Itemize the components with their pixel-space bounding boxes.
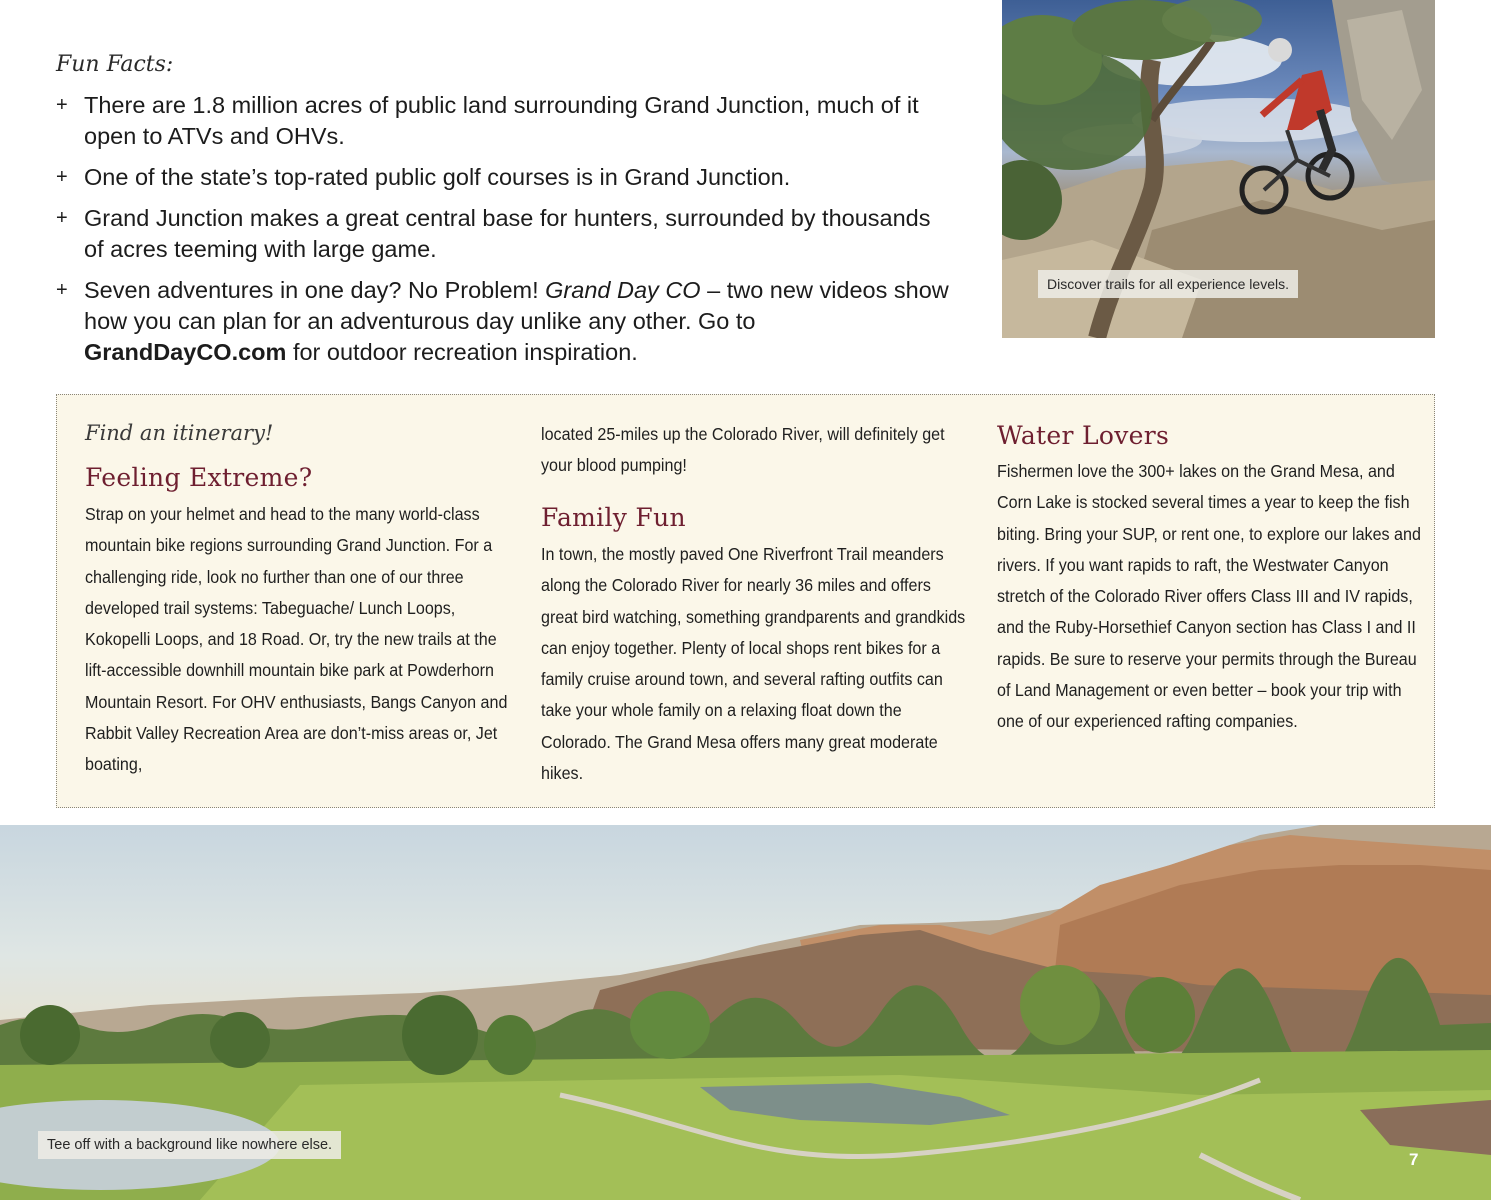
feeling-extreme-continued: located 25-miles up the Colorado River, will definitely get your blood pumping! [541, 424, 945, 476]
fun-fact-item [56, 162, 956, 193]
feeling-extreme-body: Strap on your helmet and head to the many world-class mountain bike regions surrounding Grand Junction. For a challenging ride, look no further than one of our three developed trail systems: Tabeguache/ Lunch Loops, Kokopelli Loops, and 18 Road. Or, try the new trails at the lift-accessible downhill mountain bike park at Powderhorn Mountain Resort. For OHV enthusiasts, Bangs Canyon and Rabbit Valley Recreation Area are don’t-miss areas or, Jet boating, [85, 504, 508, 775]
water-lovers-heading: Water Lovers [997, 421, 1170, 450]
plus-bullet-icon: + [56, 279, 68, 301]
plus-bullet-icon: + [56, 94, 68, 116]
grand-day-co-title: Grand Day CO [545, 277, 701, 303]
feeling-extreme-heading: Feeling Extreme? [85, 463, 313, 492]
itinerary-intro: Find an itinerary! [85, 421, 274, 445]
family-fun-heading: Family Fun [541, 503, 686, 532]
fun-fact-text-start: Seven adventures in one day? No Problem! [84, 277, 546, 303]
fun-facts-title: Fun Facts: [56, 52, 174, 77]
granddayco-link[interactable]: GrandDayCO.com [84, 339, 287, 365]
fun-fact-text: There are 1.8 million acres of public land surrounding Grand Junction, much of it open to ATVs and OHVs. [84, 92, 919, 149]
page-number: 7 [1409, 1150, 1419, 1169]
fun-facts-list [56, 90, 956, 378]
fun-fact-text: One of the state’s top-rated public golf courses is in Grand Junction. [84, 164, 791, 190]
photo-caption-trails: Discover trails for all experience levels. [1038, 270, 1298, 298]
itinerary-box [56, 394, 1435, 808]
fun-fact-item [56, 203, 956, 265]
plus-bullet-icon: + [56, 207, 68, 229]
plus-bullet-icon: + [56, 166, 68, 188]
fun-fact-item [56, 90, 956, 152]
water-lovers-body: Fishermen love the 300+ lakes on the Grand Mesa, and Corn Lake is stocked several times a year to keep the fish biting. Bring your SUP, or rent one, to explore our lakes and rivers. If you want rapids to raft, the Westwater Canyon stretch of the Colorado River offers Class III and IV rapids, and the Ruby-Horsethief Canyon section has Class I and II rapids. Be sure to reserve your permits through the Bureau of Land Management or even better – book your trip with one of our experienced rafting companies. [997, 461, 1421, 732]
fun-fact-text-middle: – two new videos show how you can plan for an adventurous day unlike any other. Go to [84, 277, 949, 334]
fun-fact-text: Grand Junction makes a great central base for hunters, surrounded by thousands of acres teeming with large game. [84, 205, 931, 262]
fun-fact-item [56, 275, 956, 368]
photo-caption-golf: Tee off with a background like nowhere else. [38, 1131, 341, 1159]
fun-fact-text-end: for outdoor recreation inspiration. [286, 339, 638, 365]
family-fun-body: In town, the mostly paved One Riverfront Trail meanders along the Colorado River for nearly 36 miles and offers great bird watching, something grandparents and grandkids can enjoy together. Plenty of local shops rent bikes for a family cruise around town, and several rafting outfits can take your whole family on a relaxing float down the Colorado. The Grand Mesa offers many great moderate hikes. [541, 544, 966, 784]
